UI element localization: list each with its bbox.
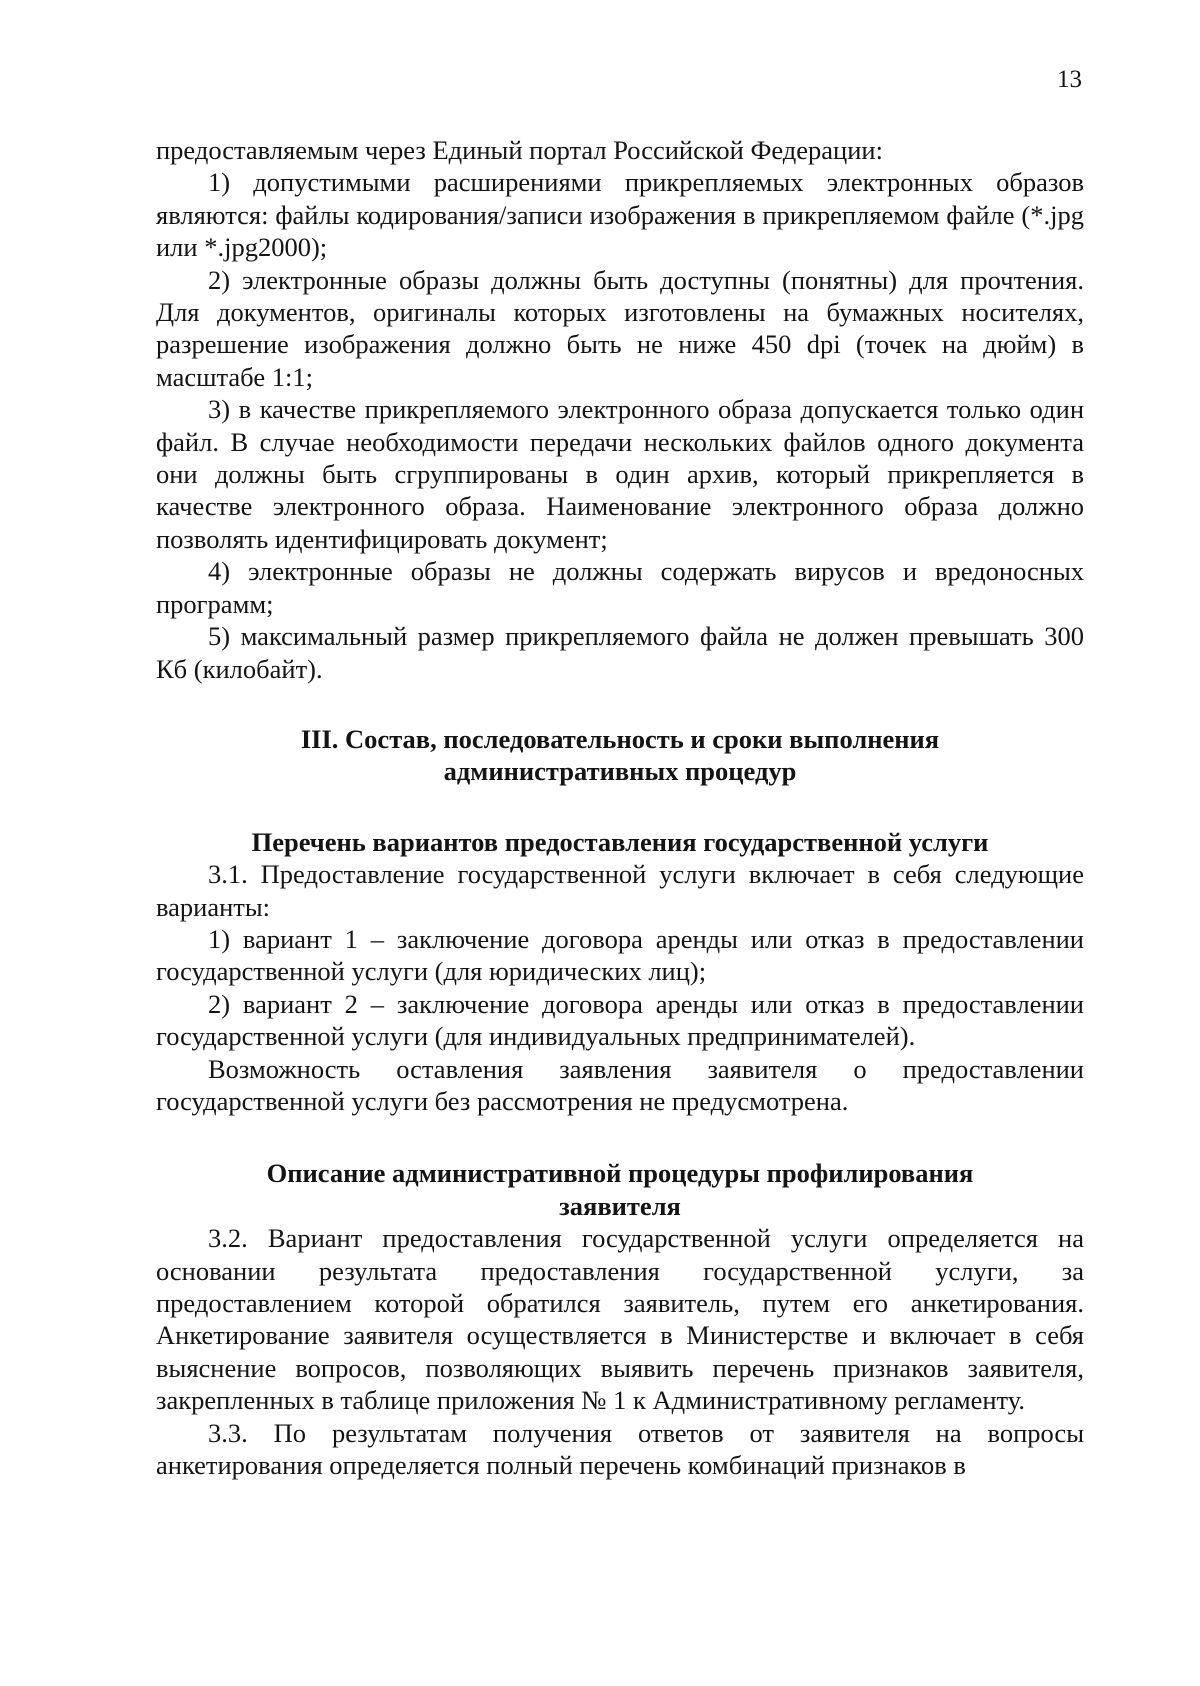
subsection-title-line: Описание административной процедуры профилирования	[266, 1158, 974, 1189]
subsection-title-line: заявителя	[559, 1190, 681, 1221]
section-title	[156, 723, 1084, 788]
list-item: 1) допустимыми расширениями прикрепляемых электронных образов являются: файлы кодирования/записи изображения в прикрепляемом файле (*.jpg или *.jpg2000);	[156, 167, 1084, 263]
subsection-title	[156, 1157, 1084, 1222]
subsection-title: Перечень вариантов предоставления государственной услуги	[251, 826, 989, 857]
page-number: 13	[1057, 66, 1082, 93]
section-title-line: III. Состав, последовательность и сроки выполнения	[300, 723, 940, 754]
list-item: 3) в качестве прикрепляемого электронного образа допускается только один файл. В случае необходимости передачи нескольких файлов одного документа они должны быть сгруппированы в один архив, который прикрепляется в качестве электронного образа. Наименование электронного образа должно позволять идентифицировать документ;	[156, 394, 1084, 554]
paragraph-3-3: 3.3. По результатам получения ответов от заявителя на вопросы анкетирования определяется полный перечень комбинаций признаков в	[156, 1417, 1084, 1481]
paragraph-3-2: 3.2. Вариант предоставления государственной услуги определяется на основании результата предоставления государственной услуги, за предоставлением которой обратился заявитель, путем его анкетирования. Анкетирование заявителя осуществляется в Министерстве и включает в себя выяснение вопросов, позволяющих выявить перечень признаков заявителя, закрепленных в таблице приложения № 1 к Административному регламенту.	[156, 1223, 1084, 1416]
list-item: 5) максимальный размер прикрепляемого файла не должен превышать 300 Кб (килобайт).	[156, 621, 1084, 684]
document-body	[156, 134, 1084, 1481]
variant-item: 1) вариант 1 – заключение договора аренды или отказ в предоставлении государственной услуги (для юридических лиц);	[156, 923, 1084, 987]
variant-item: 2) вариант 2 – заключение договора аренды или отказ в предоставлении государственной услуги (для индивидуальных предпринимателей).	[156, 988, 1084, 1052]
list-item: 2) электронные образы должны быть доступны (понятны) для прочтения. Для документов, оригиналы которых изготовлены на бумажных носителях, разрешение изображения должно быть не ниже 450 dpi (точек на дюйм) в масштабе 1:1;	[156, 264, 1084, 392]
paragraph-no-leave: Возможность оставления заявления заявителя о предоставлении государственной услуги без рассмотрения не предусмотрена.	[156, 1053, 1084, 1116]
list-item: 4) электронные образы не должны содержать вирусов и вредоносных программ;	[156, 556, 1084, 619]
paragraph-3-1: 3.1. Предоставление государственной услуги включает в себя следующие варианты:	[156, 859, 1084, 922]
section-title-line: административных процедур	[443, 756, 797, 787]
intro-line: предоставляемым через Единый портал Российской Федерации:	[156, 135, 883, 165]
